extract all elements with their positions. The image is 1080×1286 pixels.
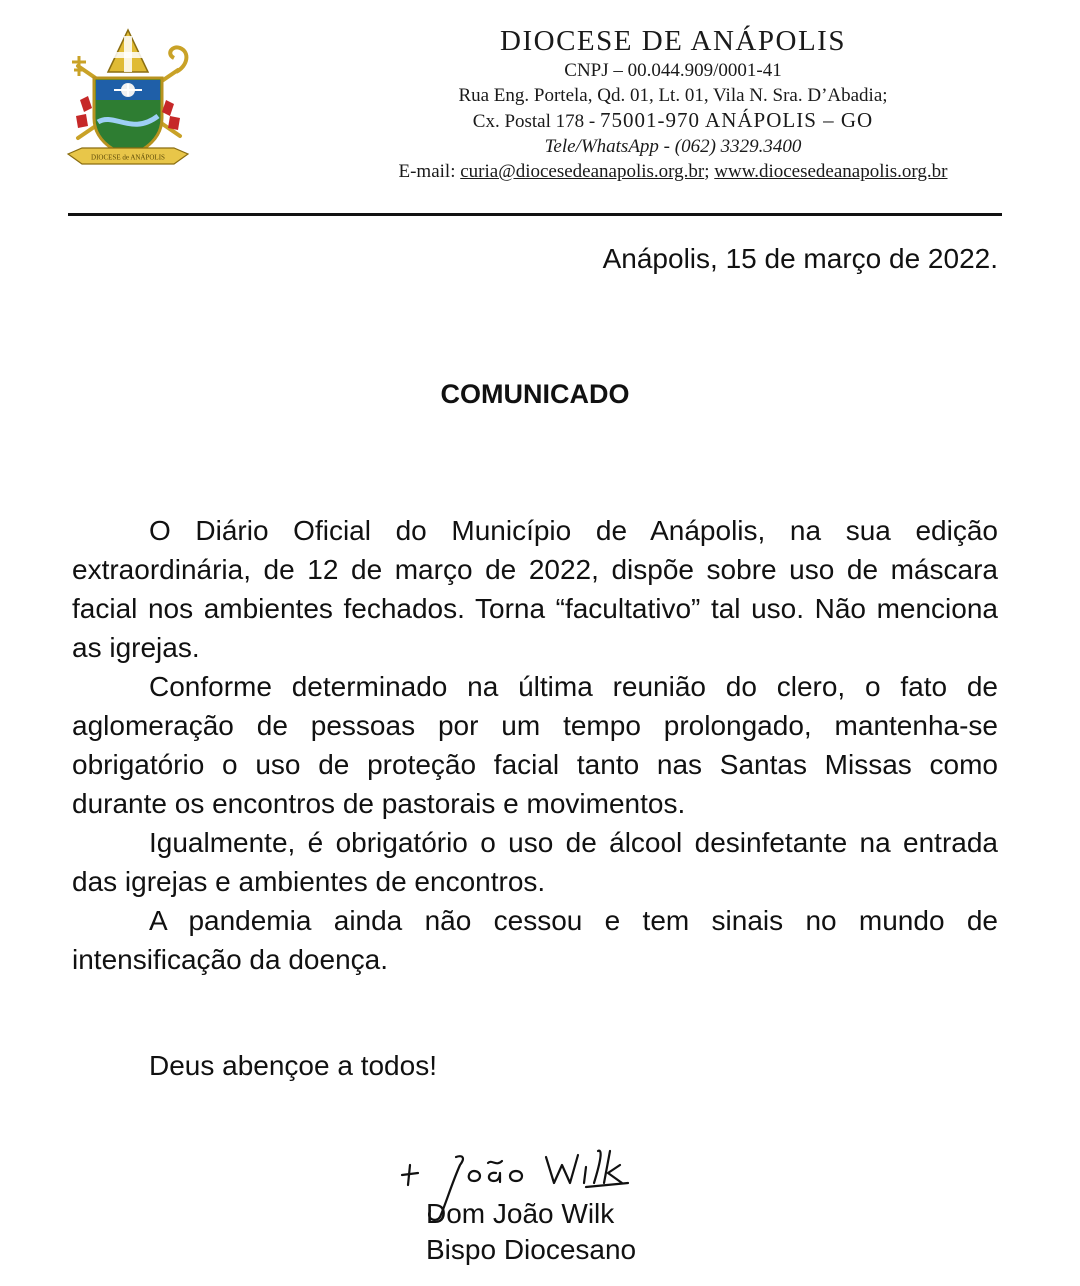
body-paragraph: Igualmente, é obrigatório o uso de álcool desinfetante na entrada das igrejas e ambientes de encontros. <box>72 827 998 897</box>
crest-ribbon-text: DIOCESE de ANÁPOLIS <box>91 153 165 162</box>
signer-name: Dom João Wilk <box>426 1198 615 1229</box>
letterhead-postal-city: 75001-970 ANÁPOLIS – GO <box>599 108 874 132</box>
header-divider <box>68 213 1002 216</box>
document-heading: COMUNICADO <box>440 379 630 409</box>
signer-block <box>426 1196 636 1268</box>
diocese-coat-of-arms-icon <box>62 26 194 172</box>
letterhead-cnpj: CNPJ – 00.044.909/0001-41 <box>564 60 782 81</box>
email-link[interactable]: curia@diocesedeanapolis.org.br <box>460 161 705 182</box>
body-paragraph: A pandemia ainda não cessou e tem sinais no mundo de intensificação da doença. <box>72 905 998 975</box>
signer-role: Bispo Diocesano <box>426 1234 637 1265</box>
letterhead-address: Rua Eng. Portela, Qd. 01, Lt. 01, Vila N. Sra. D’Abadia; <box>458 85 888 106</box>
letterhead-title: DIOCESE DE ANÁPOLIS <box>500 25 846 57</box>
body-paragraph: Conforme determinado na última reunião do clero, o fato de aglomeração de pessoas por um tempo prolongado, mantenha-se obrigatório o uso de proteção facial tanto nas Santas Missas como durante os encontros de pastorais e movimentos. <box>72 671 998 819</box>
document-body <box>72 511 998 979</box>
letterhead-postal-box: Cx. Postal 178 - <box>472 111 600 132</box>
email-label: E-mail: <box>398 161 461 182</box>
letterhead-contact <box>300 159 1046 184</box>
letterhead <box>300 24 1046 184</box>
website-link[interactable]: www.diocesedeanapolis.org.br <box>714 161 948 182</box>
letterhead-postal <box>300 108 1046 134</box>
body-paragraph: O Diário Oficial do Município de Anápolis, na sua edição extraordinária, de 12 de março de 2022, dispõe sobre uso de máscara facial nos ambientes fechados. Torna “facultativo” tal uso. Não menciona as igrejas. <box>72 515 998 663</box>
closing-greeting: Deus abençoe a todos! <box>149 1050 437 1081</box>
letterhead-phone: Tele/WhatsApp - (062) 3329.3400 <box>544 136 802 157</box>
contact-separator: ; <box>704 161 715 182</box>
document-date: Anápolis, 15 de março de 2022. <box>602 243 998 274</box>
